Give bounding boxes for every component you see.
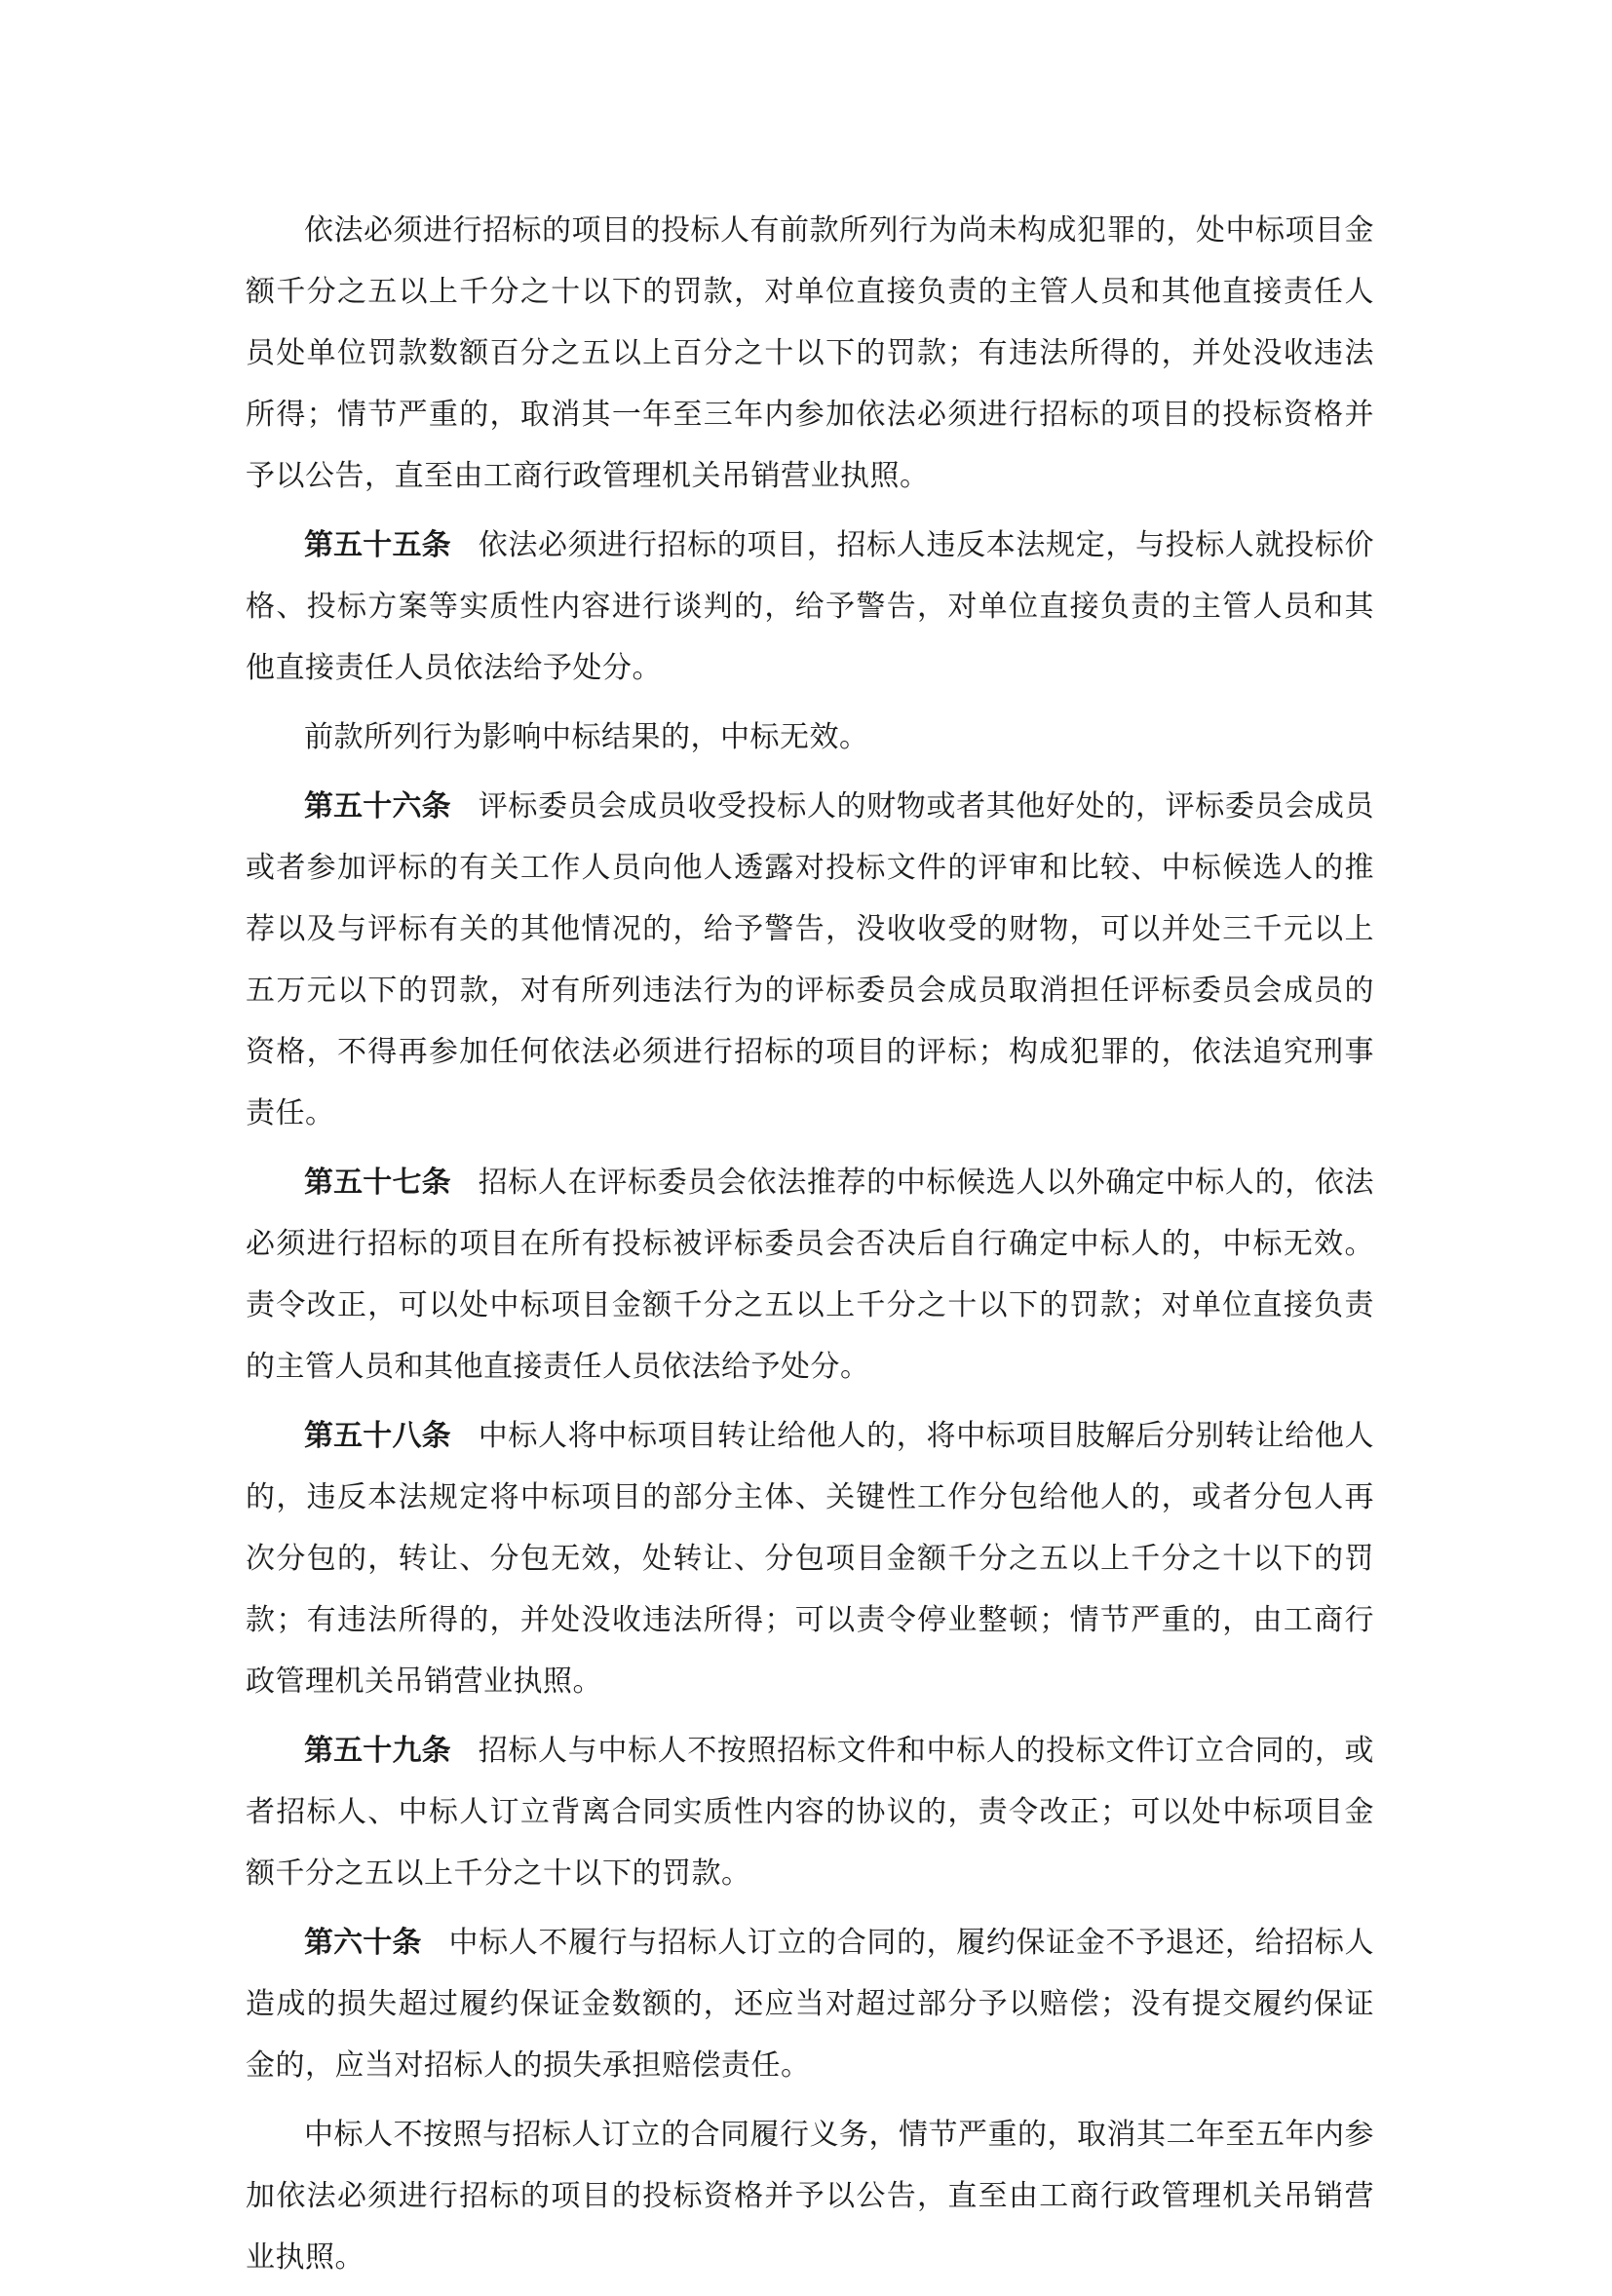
paragraph-article-59 [246,1720,1374,1904]
article-title: 第五十八条 [304,1419,451,1453]
paragraph-text: 中标人不履行与招标人订立的合同的，履约保证金不予退还，给招标人造成的损失超过履约保证金数额的，还应当对超过部分予以赔偿；没有提交履约保证金的，应当对招标人的损失承担赔偿责任。 [246,1926,1375,2083]
paragraph-article-55 [246,515,1374,699]
paragraph-penalty-bidder [246,200,1374,507]
paragraph-text: 依法必须进行招标的项目的投标人有前款所列行为尚未构成犯罪的，处中标项目金额千分之五以上千分之十以下的罚款，对单位直接负责的主管人员和其他直接责任人员处单位罚款数额百分之五以上百分之十以下的罚款；有违法所得的，并处没收违法所得；情节严重的，取消其一年至三年内参加依法必须进行招标的项目的投标资格并予以公告，直至由工商行政管理机关吊销营业执照。 [246,213,1374,493]
paragraph-text: 中标人将中标项目转让给他人的，将中标项目肢解后分别转让给他人的，违反本法规定将中标项目的部分主体、关键性工作分包给他人的，或者分包人再次分包的，转让、分包无效，处转让、分包项目金额千分之五以上千分之十以下的罚款；有违法所得的，并处没收违法所得；可以责令停业整顿；情节严重的，由工商行政管理机关吊销营业执照。 [246,1419,1375,1699]
article-title: 第五十九条 [304,1734,451,1768]
paragraph-article-60 [246,1912,1374,2096]
paragraph-article-58 [246,1405,1374,1712]
article-title: 第五十五条 [304,528,451,562]
paragraph-text: 评标委员会成员收受投标人的财物或者其他好处的，评标委员会成员或者参加评标的有关工作人员向他人透露对投标文件的评审和比较、中标候选人的推荐以及与评标有关的其他情况的，给予警告，没收收受的财物，可以并处三千元以上五万元以下的罚款，对有所列违法行为的评标委员会成员取消担任评标委员会成员的资格，不得再参加任何依法必须进行招标的项目的评标；构成犯罪的，依法追究刑事责任。 [246,789,1375,1130]
paragraph-text: 中标人不按照与招标人订立的合同履行义务，情节严重的，取消其二年至五年内参加依法必须进行招标的项目的投标资格并予以公告，直至由工商行政管理机关吊销营业执照。 [246,2118,1374,2275]
paragraph-article-60-clause-2 [246,2104,1374,2288]
paragraph-text: 招标人与中标人不按照招标文件和中标人的投标文件订立合同的，或者招标人、中标人订立背离合同实质性内容的协议的，责令改正；可以处中标项目金额千分之五以上千分之十以下的罚款。 [246,1734,1375,1891]
paragraph-text: 招标人在评标委员会依法推荐的中标候选人以外确定中标人的，依法必须进行招标的项目在所有投标被评标委员会否决后自行确定中标人的，中标无效。责令改正，可以处中标项目金额千分之五以上千分之十以下的罚款；对单位直接负责的主管人员和其他直接责任人员依法给予处分。 [246,1166,1375,1384]
article-title: 第五十六条 [304,789,451,823]
article-title: 第六十条 [304,1926,422,1960]
document-page [246,200,1374,2296]
paragraph-article-56 [246,776,1374,1144]
paragraph-text: 依法必须进行招标的项目，招标人违反本法规定，与投标人就投标价格、投标方案等实质性内容进行谈判的，给予警告，对单位直接负责的主管人员和其他直接责任人员依法给予处分。 [246,528,1375,685]
paragraph-article-57 [246,1152,1374,1397]
paragraph-text: 前款所列行为影响中标结果的，中标无效。 [304,720,869,754]
paragraph-article-55-clause-2 [246,707,1374,768]
article-title: 第五十七条 [304,1166,451,1200]
